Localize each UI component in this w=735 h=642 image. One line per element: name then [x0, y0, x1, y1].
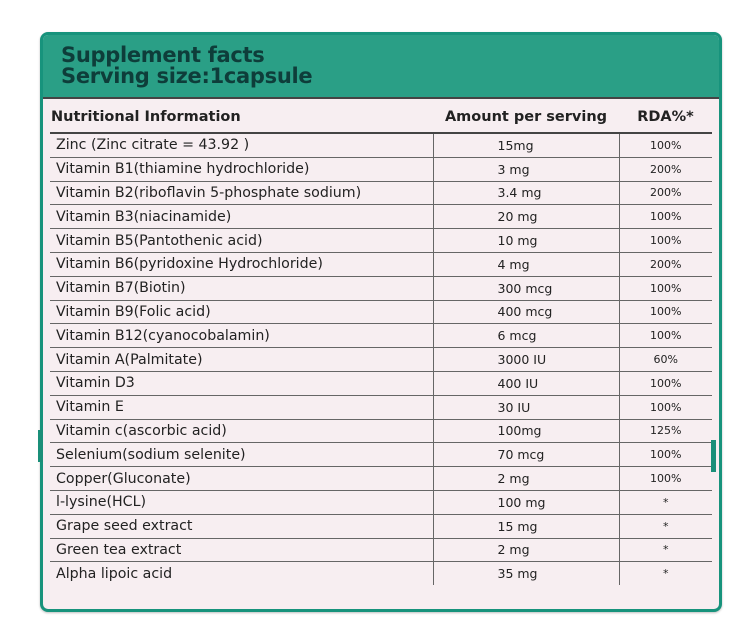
rda-percent: *	[619, 514, 712, 538]
rda-percent: 100%	[619, 467, 712, 491]
amount-per-serving: 6 mcg	[433, 324, 619, 348]
rda-percent: 200%	[619, 252, 712, 276]
column-header-amount: Amount per serving	[433, 101, 619, 133]
amount-per-serving: 2 mg	[433, 538, 619, 562]
nutrient-name: l-lysine(HCL)	[50, 490, 433, 514]
rda-percent: 60%	[619, 348, 712, 372]
label-header	[43, 35, 719, 99]
rda-percent: *	[619, 490, 712, 514]
nutrient-name: Zinc (Zinc citrate = 43.92 )	[50, 133, 433, 157]
amount-per-serving: 400 mcg	[433, 300, 619, 324]
nutrient-name: Grape seed extract	[50, 514, 433, 538]
table-row	[50, 324, 712, 348]
nutrient-name: Vitamin A(Palmitate)	[50, 348, 433, 372]
table-row	[50, 133, 712, 157]
rda-percent: 100%	[619, 276, 712, 300]
serving-size: Serving size:1capsule	[61, 64, 313, 88]
table-row	[50, 157, 712, 181]
label-edge-left	[38, 430, 43, 462]
amount-per-serving: 4 mg	[433, 252, 619, 276]
amount-per-serving: 20 mg	[433, 205, 619, 229]
nutrition-table	[50, 101, 712, 585]
table-row	[50, 205, 712, 229]
rda-percent: 100%	[619, 229, 712, 253]
rda-percent: 100%	[619, 395, 712, 419]
table-row	[50, 562, 712, 585]
table-row	[50, 252, 712, 276]
table-row	[50, 300, 712, 324]
table-row	[50, 395, 712, 419]
nutrient-name: Vitamin c(ascorbic acid)	[50, 419, 433, 443]
nutrient-name: Vitamin B5(Pantothenic acid)	[50, 229, 433, 253]
table-row	[50, 467, 712, 491]
nutrient-name: Vitamin B9(Folic acid)	[50, 300, 433, 324]
nutrient-name: Vitamin B6(pyridoxine Hydrochloride)	[50, 252, 433, 276]
amount-per-serving: 35 mg	[433, 562, 619, 585]
amount-per-serving: 2 mg	[433, 467, 619, 491]
rda-percent: 100%	[619, 443, 712, 467]
column-header-nutrient: Nutritional Information	[50, 101, 433, 133]
label-edge-right	[711, 440, 716, 472]
nutrient-name: Vitamin D3	[50, 371, 433, 395]
table-row	[50, 419, 712, 443]
table-row	[50, 181, 712, 205]
amount-per-serving: 15mg	[433, 133, 619, 157]
rda-percent: 200%	[619, 157, 712, 181]
label-title: Supplement facts	[61, 43, 265, 67]
amount-per-serving: 30 IU	[433, 395, 619, 419]
table-row	[50, 229, 712, 253]
rda-percent: 100%	[619, 300, 712, 324]
rda-percent: 100%	[619, 324, 712, 348]
table-row	[50, 514, 712, 538]
rda-percent: *	[619, 562, 712, 585]
amount-per-serving: 3 mg	[433, 157, 619, 181]
table-row	[50, 276, 712, 300]
amount-per-serving: 3000 IU	[433, 348, 619, 372]
nutrient-name: Alpha lipoic acid	[50, 562, 433, 585]
rda-percent: 125%	[619, 419, 712, 443]
column-header-rda: RDA%*	[619, 101, 712, 133]
supplement-facts-label	[40, 32, 722, 612]
amount-per-serving: 100 mg	[433, 490, 619, 514]
rda-percent: *	[619, 538, 712, 562]
table-row	[50, 371, 712, 395]
nutrient-name: Copper(Gluconate)	[50, 467, 433, 491]
amount-per-serving: 70 mcg	[433, 443, 619, 467]
table-header	[50, 101, 712, 133]
table-row	[50, 348, 712, 372]
nutrient-name: Vitamin B3(niacinamide)	[50, 205, 433, 229]
nutrient-name: Vitamin E	[50, 395, 433, 419]
nutrient-name: Vitamin B7(Biotin)	[50, 276, 433, 300]
rda-percent: 200%	[619, 181, 712, 205]
amount-per-serving: 10 mg	[433, 229, 619, 253]
amount-per-serving: 400 IU	[433, 371, 619, 395]
amount-per-serving: 3.4 mg	[433, 181, 619, 205]
nutrient-name: Vitamin B2(riboflavin 5-phosphate sodium)	[50, 181, 433, 205]
nutrient-name: Vitamin B1(thiamine hydrochloride)	[50, 157, 433, 181]
table-row	[50, 538, 712, 562]
nutrient-name: Green tea extract	[50, 538, 433, 562]
rda-percent: 100%	[619, 205, 712, 229]
table-body	[50, 133, 712, 585]
rda-percent: 100%	[619, 133, 712, 157]
table-row	[50, 443, 712, 467]
rda-percent: 100%	[619, 371, 712, 395]
amount-per-serving: 100mg	[433, 419, 619, 443]
table-row	[50, 490, 712, 514]
nutrient-name: Selenium(sodium selenite)	[50, 443, 433, 467]
nutrient-name: Vitamin B12(cyanocobalamin)	[50, 324, 433, 348]
amount-per-serving: 15 mg	[433, 514, 619, 538]
amount-per-serving: 300 mcg	[433, 276, 619, 300]
